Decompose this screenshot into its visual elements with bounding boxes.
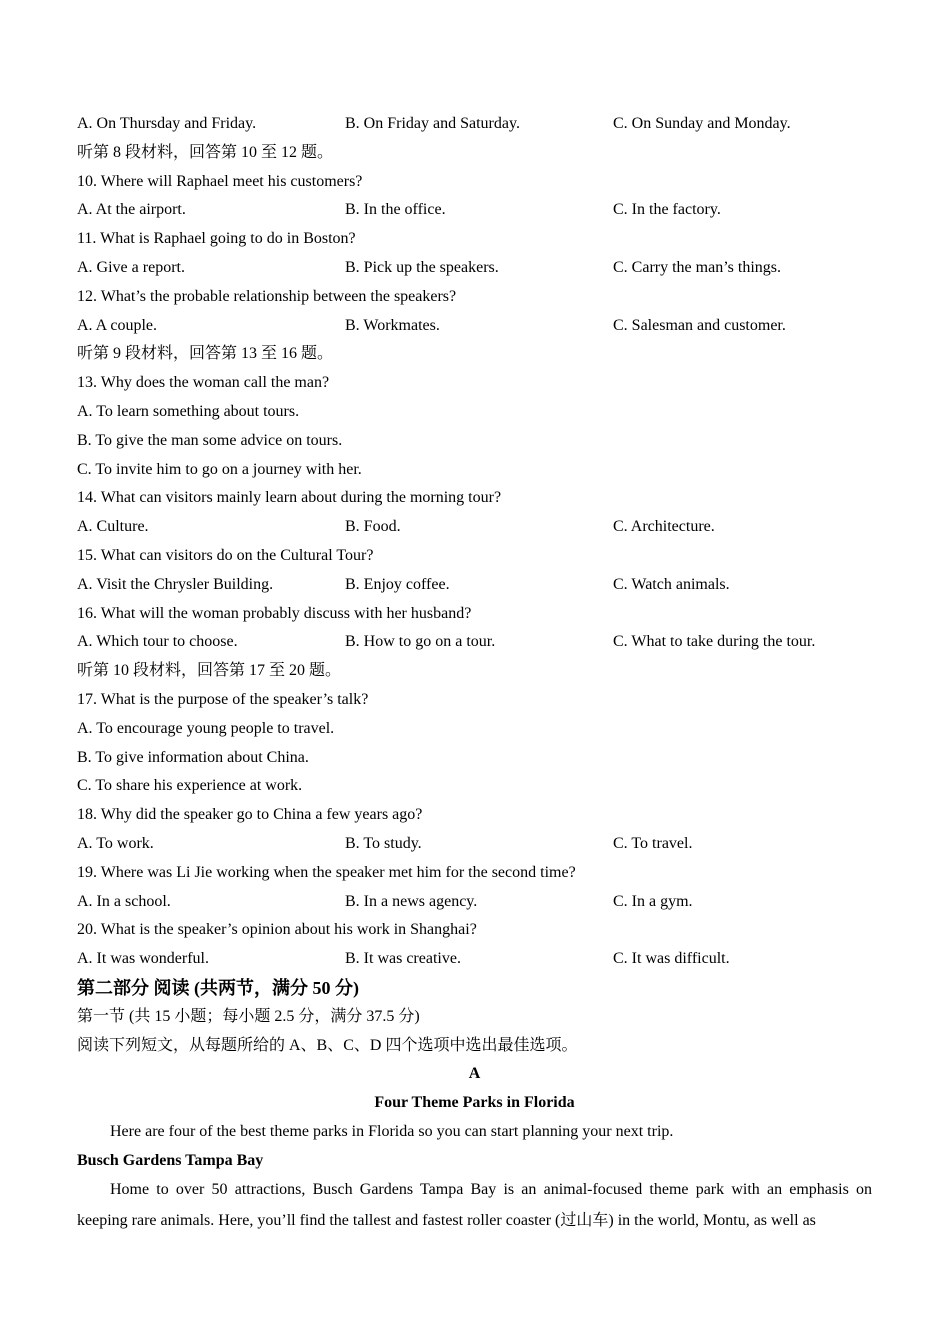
text-line: A. To encourage young people to travel. xyxy=(77,719,335,737)
document-page xyxy=(77,110,872,1236)
option-c: C. In a gym. xyxy=(613,892,693,910)
text-line: 听第 9 段材料，回答第 13 至 16 题。 xyxy=(77,345,334,363)
text-line: 12. What’s the probable relationship between the speakers? xyxy=(77,287,457,305)
text-line: 阅读下列短文，从每题所给的 A、B、C、D 四个选项中选出最佳选项。 xyxy=(77,1036,578,1054)
option-b: B. In a news agency. xyxy=(345,892,478,910)
option-a: A. In a school. xyxy=(77,892,171,910)
option-a: A. A couple. xyxy=(77,316,157,334)
option-b: B. To study. xyxy=(345,834,422,852)
option-c: C. Salesman and customer. xyxy=(613,316,786,334)
text-line: 15. What can visitors do on the Cultural Tour? xyxy=(77,546,374,564)
option-b: B. On Friday and Saturday. xyxy=(345,115,520,132)
option-a: A. Give a report. xyxy=(77,258,185,276)
option-a: A. Which tour to choose. xyxy=(77,633,238,651)
options-row xyxy=(77,254,872,283)
text-line: C. To invite him to go on a journey with her. xyxy=(77,460,362,478)
text-line: 10. Where will Raphael meet his customers? xyxy=(77,172,363,190)
option-c: C. In the factory. xyxy=(613,201,721,219)
text-line: 听第 10 段材料，回答第 17 至 20 题。 xyxy=(77,662,342,680)
option-a: A. On Thursday and Friday. xyxy=(77,115,257,132)
text-line: 16. What will the woman probably discuss with her husband? xyxy=(77,604,472,622)
text-line: C. To share his experience at work. xyxy=(77,777,303,795)
option-a: A. At the airport. xyxy=(77,201,186,219)
text-line: A. To learn something about tours. xyxy=(77,402,300,420)
options-row xyxy=(77,196,872,225)
centered-title: A xyxy=(468,1065,481,1083)
text-line: 13. Why does the woman call the man? xyxy=(77,374,330,392)
options-row xyxy=(77,945,872,974)
options-row xyxy=(77,888,872,917)
option-a: A. Culture. xyxy=(77,518,149,536)
passage-paragraph: Home to over 50 attractions, Busch Gardens Tampa Bay is an animal-focused theme park with an emphasis on keeping rare animals. Here, you’ll find the tallest and fastest roller coaster (过山车) in the world, Montu, as well as xyxy=(77,1181,872,1229)
text-line: 第一节 (共 15 小题；每小题 2.5 分，满分 37.5 分) xyxy=(77,1007,420,1025)
text-line: 听第 8 段材料，回答第 10 至 12 题。 xyxy=(77,143,334,161)
options-row xyxy=(77,628,872,657)
option-c: C. Architecture. xyxy=(613,518,715,536)
intro-line: Here are four of the best theme parks in Florida so you can start planning your next trip. xyxy=(110,1122,674,1140)
option-b: B. In the office. xyxy=(345,201,446,219)
option-b: B. It was creative. xyxy=(345,950,461,968)
text-line: 11. What is Raphael going to do in Boston? xyxy=(77,230,356,248)
option-c: C. Watch animals. xyxy=(613,575,730,593)
option-b: B. Workmates. xyxy=(345,316,440,334)
option-b: B. Food. xyxy=(345,518,401,536)
section-heading: 第二部分 阅读 (共两节，满分 50 分) xyxy=(77,977,359,998)
option-b: B. How to go on a tour. xyxy=(345,633,496,651)
options-row xyxy=(77,571,872,600)
centered-title: Four Theme Parks in Florida xyxy=(374,1094,575,1112)
options-row xyxy=(77,513,872,542)
option-a: A. Visit the Chrysler Building. xyxy=(77,575,274,593)
options-row xyxy=(77,830,872,859)
text-line: 14. What can visitors mainly learn about during the morning tour? xyxy=(77,489,502,507)
option-b: B. Enjoy coffee. xyxy=(345,575,450,593)
option-c: C. To travel. xyxy=(613,834,693,852)
options-row xyxy=(77,312,872,341)
text-line: 19. Where was Li Jie working when the speaker met him for the second time? xyxy=(77,863,576,881)
option-b: B. Pick up the speakers. xyxy=(345,258,499,276)
option-a: A. To work. xyxy=(77,834,154,852)
text-line: 18. Why did the speaker go to China a few years ago? xyxy=(77,806,423,824)
text-line: 20. What is the speaker’s opinion about his work in Shanghai? xyxy=(77,921,477,939)
text-line: B. To give information about China. xyxy=(77,748,309,766)
option-a: A. It was wonderful. xyxy=(77,950,209,968)
option-c: C. It was difficult. xyxy=(613,950,730,968)
option-c: C. Carry the man’s things. xyxy=(613,258,781,276)
options-row xyxy=(77,110,872,139)
text-line: B. To give the man some advice on tours. xyxy=(77,431,343,449)
option-c: C. On Sunday and Monday. xyxy=(613,115,791,132)
text-line: 17. What is the purpose of the speaker’s talk? xyxy=(77,690,369,708)
subheading: Busch Gardens Tampa Bay xyxy=(77,1151,264,1169)
option-c: C. What to take during the tour. xyxy=(613,633,816,651)
question-lines xyxy=(77,110,872,1175)
